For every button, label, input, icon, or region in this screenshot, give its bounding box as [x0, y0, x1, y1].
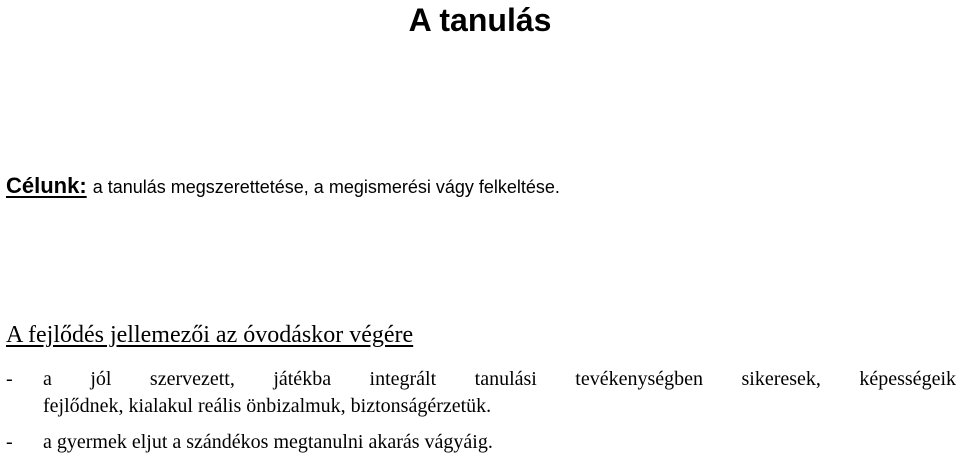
bullet-dash: - [6, 431, 13, 453]
section-heading: A fejlődés jellemezői az óvodáskor végére [6, 322, 414, 348]
list-item-line: a gyermek eljut a szándékos megtanulni akarás vágyáig. [43, 431, 493, 453]
page-title: A tanulás [408, 2, 552, 38]
list-item [6, 366, 956, 420]
list-item-line: fejlődnek, kialakul reális önbizalmuk, biztonságérzetük. [43, 395, 492, 417]
list-item [6, 429, 956, 456]
list-item-line: a jól szervezett, játékba integrált tanulási tevékenységben sikeresek, képességeik [43, 368, 956, 390]
goal-text: a tanulás megszerettetése, a megismerési vágy felkeltése. [92, 177, 560, 197]
goal-label: Célunk: [6, 173, 87, 198]
development-list [6, 366, 956, 456]
bullet-dash: - [6, 368, 13, 390]
goal-statement [6, 171, 560, 204]
